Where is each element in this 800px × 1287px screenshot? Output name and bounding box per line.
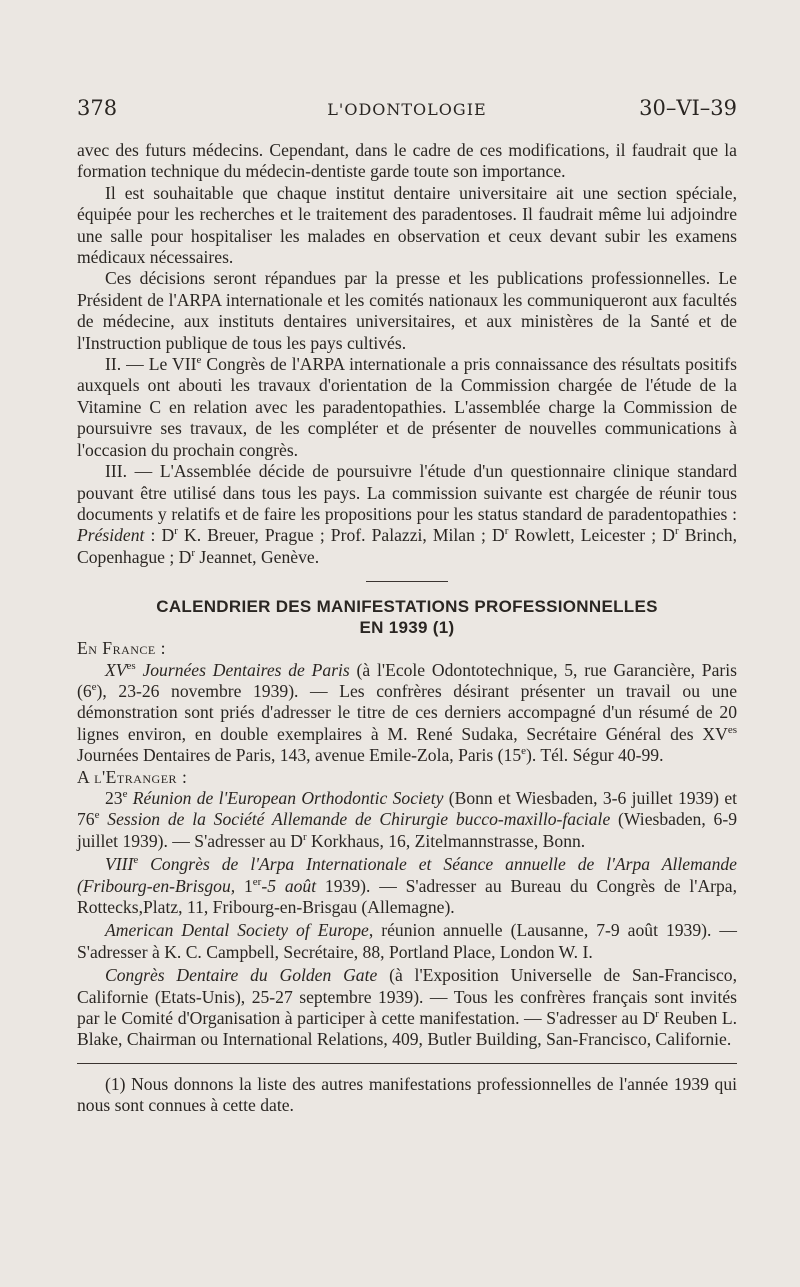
entry-golden-gate: Congrès Dentaire du Golden Gate (à l'Exposition Universelle de San-Francisco, Californie (Etats-Unis), 25-27 septembre 1939). — Tous les confrères français sont invités par le Comité d'Organisation à participer à cette manifestation. — S'adresser au $D^r$ Reuben L. Blake, Chairman ou International Relations, 409, Butler Building, San-Francisco, Californie.	[77, 965, 738, 1050]
paragraph-decisions: Ces décisions seront répandues par la presse et les publications professionnelles. Le Président de l'ARPA internationale et les comités nationaux les communiqueront aux facultés de médecine, aux instituts dentaires universitaires, et aux ministères de la Santé et de l'Instruction publique de tous les pays cultivés.	[77, 268, 737, 353]
running-title: L'ODONTOLOGIE	[327, 100, 487, 119]
page-body	[77, 140, 737, 1117]
paragraph-institut: Il est souhaitable que chaque institut dentaire universitaire ait une section spéciale, équipée pour les recherches et le traitement des paradentoses. Il faudrait même lui adjoindre une salle pour hospitaliser les malades en observation et ceux devant subir les examens médicaux nécessaires.	[77, 182, 737, 268]
section-en-france: En France :	[77, 638, 167, 659]
paragraph-ii: II. — Le VIIe Congrès de l'ARPA internationale a pris connaissance des résultats positifs auxquels ont abouti les travaux d'orientation de la Commission chargée de l'étude de la Vitamine C en relation avec les paradentopathies. L'assemblée charge la Commission de poursuivre ses travaux, de les compléter et de présenter de nouvelles communications à l'occasion du prochain congrès.	[77, 354, 737, 460]
entry-arpa-congres: VIIIe Congrès de l'Arpa Internationale et Séance annuelle de l'Arpa Allemande (Fribourg-en-Brisgou, 1er-5 août 1939). — S'adresser au Bureau du Congrès de l'Arpa, Rottecks,Platz, 11, Fribourg-en-Brisgau (Allemagne).	[77, 854, 738, 917]
section-a-l-etranger: A l'Etranger :	[77, 766, 188, 787]
section-divider	[366, 581, 448, 582]
entry-american-dental: American Dental Society of Europe, réunion annuelle (Lausanne, 7-9 août 1939). — S'adresser à K. C. Campbell, Secrétaire, 88, Portland Place, London W. I.	[77, 920, 737, 962]
page-number: 378	[77, 96, 118, 120]
paragraph-continued: avec des futurs médecins. Cependant, dans le cadre de ces modifications, il faudrait que la formation technique du médecin-dentiste garde toute son importance.	[77, 140, 737, 182]
entry-journees-dentaires: $XV^{es}$ Journées Dentaires de Paris (à l'Ecole Odontotechnique, 5, rue Garancière, Paris (6e), 23-26 novembre 1939). — Les confrères désirant présenter un travail ou une démonstration sont priés d'adresser le titre de ces derniers accompagné d'un résumé de 20 lignes environ, en double exemplaires à M. René Sudaka, Secrétaire Général des $XV^{es}$ Journées Dentaires de Paris, 143, avenue Emile-Zola, Paris (15e). Tél. Ségur 40-99.	[77, 659, 737, 766]
entry-european-orthodontic: 23e Réunion de l'European Orthodontic Society (Bonn et Wiesbaden, 3-6 juillet 1939) et 76e Session de la Société Allemande de Chirurgie bucco-maxillo-faciale (Wiesbaden, 6-9 juillet 1939). — S'adresser au $D^r$ Korkhaus, 16, Zitelmannstrasse, Bonn.	[77, 787, 738, 851]
calendar-title: CALENDRIER DES MANIFESTATIONS PROFESSIONNELLES EN 1939 (1)	[156, 597, 658, 638]
issue-date: 30–VI–39	[639, 96, 737, 120]
running-header	[77, 96, 737, 126]
paragraph-iii: III. — L'Assemblée décide de poursuivre l'étude d'un questionnaire clinique standard pouvant être utilisé dans tous les pays. La commission suivante est chargée de réunir tous documents y relatifs et de faire les propositions pour les status standard de paradentopathies : Président : $D^r$ K. Breuer, Prague ; Prof. Palazzi, Milan ; $D^r$ Rowlett, Leicester ; $D^r$ Brinch, Copenhague ; $D^r$ Jeannet, Genève.	[77, 461, 738, 567]
footnote-rule	[77, 1063, 737, 1064]
footnote: (1) Nous donnons la liste des autres manifestations professionnelles de l'année 1939 qui nous sont connues à cette date.	[77, 1073, 737, 1116]
